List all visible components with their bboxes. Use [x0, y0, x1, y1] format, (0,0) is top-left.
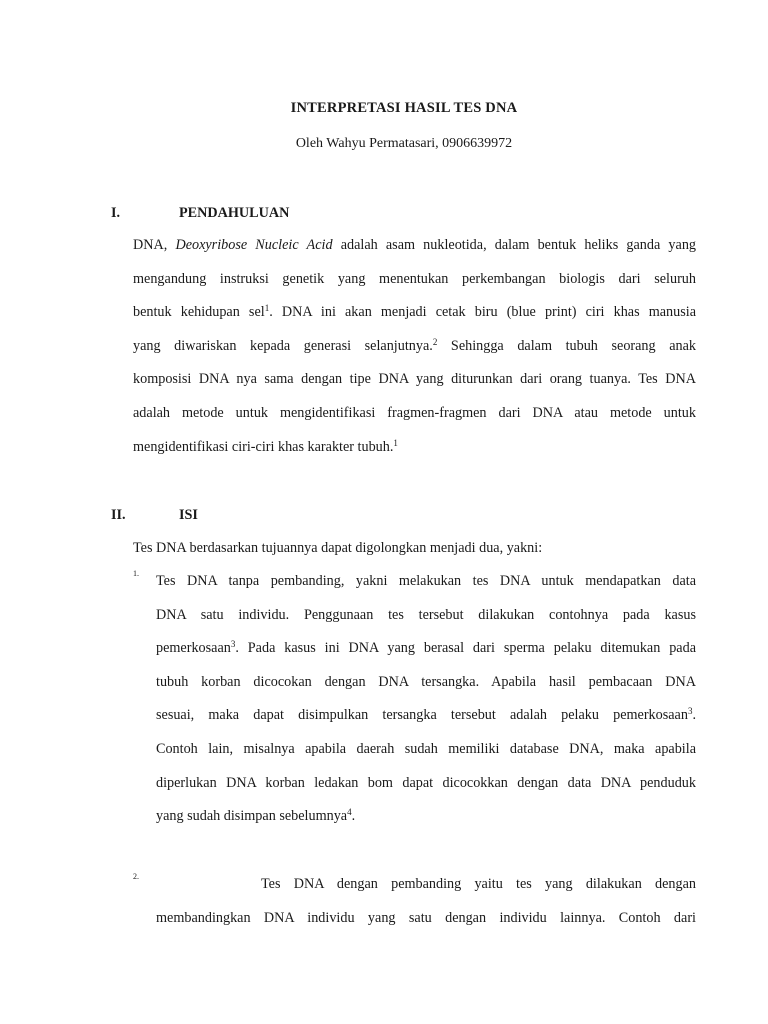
paragraph-line: pemerkosaan$^3$. Pada kasus ini DNA yang berasal dari sperma pelaku ditemukan pada — [156, 639, 696, 657]
list-item-text — [156, 565, 696, 834]
paragraph-line: yang diwariskan kepada generasi selanjutnya.$^2$ Sehingga dalam tubuh seorang anak — [133, 336, 697, 354]
list-item-text — [156, 868, 696, 935]
paragraph-line: DNA, Deoxyribose Nucleic Acid adalah asam nukleotida, dalam bentuk heliks ganda yang — [133, 237, 697, 253]
paragraph-line: mengandung instruksi genetik yang menentukan perkembangan biologis dari seluruh — [133, 270, 696, 287]
paragraph-line: DNA satu individu. Penggunaan tes tersebut dilakukan contohnya pada kasus — [156, 606, 696, 623]
list-marker: 2. — [133, 872, 139, 881]
document-author: Oleh Wahyu Permatasari, 0906639972 — [295, 136, 513, 151]
paragraph-line: Contoh lain, misalnya apabila daerah sudah memiliki database DNA, maka apabila — [156, 740, 696, 757]
footnote-ref: 3 — [230, 639, 236, 650]
section-1-paragraph — [133, 229, 696, 464]
paragraph-line: tubuh korban dicocokan dengan DNA tersangka. Apabila hasil pembacaan DNA — [156, 673, 696, 690]
section-title: ISI — [179, 507, 198, 523]
footnote-ref: 1 — [264, 303, 270, 314]
paragraph-line: Tes DNA tanpa pembanding, yakni melakukan tes DNA untuk mendapatkan data — [156, 573, 696, 589]
paragraph-line: sesuai, maka dapat disimpulkan tersangka tersebut adalah pelaku pemerkosaan$^3$. — [156, 706, 696, 724]
paragraph-line: adalah metode untuk mengidentifikasi fragmen-fragmen dari DNA atau metode untuk — [133, 404, 696, 421]
footnote-ref: 1 — [393, 437, 398, 448]
footnote-ref: 2 — [432, 336, 438, 347]
paragraph-line: mengidentifikasi ciri-ciri khas karakter tubuh.$^1$ — [133, 437, 398, 455]
section-number: II. — [111, 507, 126, 523]
paragraph-line: bentuk kehidupan sel$^1$. DNA ini akan menjadi cetak biru (blue print) ciri khas manusia — [133, 303, 696, 321]
footnote-ref: 4 — [347, 807, 352, 818]
section-title: PENDAHULUAN — [179, 205, 290, 221]
paragraph-line: yang sudah disimpan sebelumnya$^4$. — [156, 807, 356, 825]
document-title: INTERPRETASI HASIL TES DNA — [290, 100, 518, 116]
section-2-intro: Tes DNA berdasarkan tujuannya dapat digolongkan menjadi dua, yakni: — [133, 540, 543, 556]
paragraph-line: komposisi DNA nya sama dengan tipe DNA yang diturunkan dari orang tuanya. Tes DNA — [133, 371, 696, 388]
paragraph-line: membandingkan DNA individu yang satu dengan individu lainnya. Contoh dari — [156, 909, 696, 926]
section-number: I. — [111, 205, 121, 221]
paragraph-line: Tes DNA dengan pembanding yaitu tes yang dilakukan dengan — [261, 876, 696, 892]
list-marker: 1. — [133, 569, 139, 578]
paragraph-line: diperlukan DNA korban ledakan bom dapat dicocokkan dengan data DNA penduduk — [156, 774, 696, 791]
footnote-ref: 3 — [687, 706, 693, 717]
